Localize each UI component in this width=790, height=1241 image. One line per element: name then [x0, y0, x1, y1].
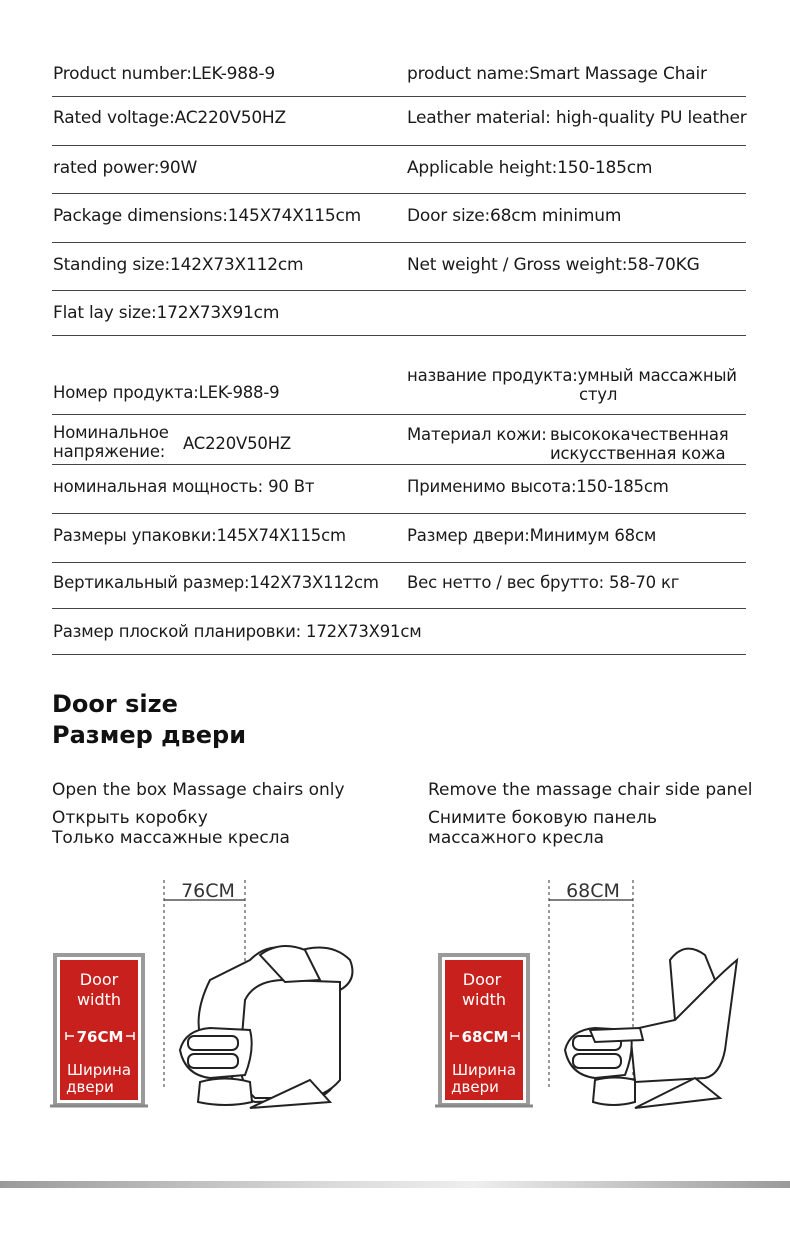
right-note-en: Remove the massage chair side panel: [428, 780, 753, 800]
spec-row: [52, 415, 746, 465]
product-name-ru-line1: название продукта:умный массажный: [407, 366, 737, 385]
net-gross-weight-ru: Вес нетто / вес брутто: 58-70 кг: [407, 573, 680, 592]
spec-row: [52, 465, 746, 514]
right-dimension-label: 68CM: [566, 880, 620, 902]
applicable-height-ru: Применимо высота:150-185cm: [407, 477, 669, 496]
left-badge-ru-1: Ширина: [66, 1061, 132, 1079]
massage-chair-closed-icon: [180, 946, 352, 1108]
applicable-height: Applicable height:150-185cm: [407, 158, 653, 178]
massage-chair-open-icon: [565, 949, 737, 1108]
door-size: Door size:68cm minimum: [407, 206, 622, 226]
package-dimensions: Package dimensions:145X74X115cm: [53, 206, 362, 226]
spec-table-en: [52, 52, 746, 336]
right-note-ru-1: Снимите боковую панель: [428, 808, 658, 828]
right-chair-figure: [425, 870, 755, 1120]
right-badge-dimension: 68CM: [461, 1028, 509, 1046]
product-number-ru: Номер продукта:LEK-988-9: [53, 383, 280, 402]
left-note-en: Open the box Massage chairs only: [52, 780, 345, 800]
product-name-ru-line2: стул: [579, 385, 618, 404]
left-badge-dimension: 76CM: [76, 1028, 124, 1046]
bottom-divider-bar: [0, 1181, 790, 1188]
leather-value-ru-line2: искусственная кожа: [550, 444, 726, 463]
spec-row: [52, 514, 746, 563]
door-size-title-ru: Размер двери: [52, 721, 247, 749]
spec-row: [52, 97, 746, 146]
door-size-title-en: Door size: [52, 690, 178, 718]
spec-row: [52, 146, 746, 194]
left-chair-figure: [40, 870, 370, 1120]
door-size-ru: Размер двери:Минимум 68см: [407, 526, 657, 545]
product-number: Product number:LEK-988-9: [53, 64, 276, 84]
flat-lay-size-ru: Размер плоской планировки: 172X73X91см: [53, 622, 422, 641]
left-badge-ru-2: двери: [66, 1078, 114, 1096]
rated-power: rated power:90W: [53, 158, 198, 178]
right-badge-door: Door: [462, 970, 502, 989]
spec-row: [52, 563, 746, 609]
right-badge-ru-1: Ширина: [451, 1061, 517, 1079]
leather-label-ru: Материал кожи:: [407, 425, 547, 444]
product-name: product name:Smart Massage Chair: [407, 64, 707, 84]
spec-row: [52, 609, 746, 655]
rated-power-ru: номинальная мощность: 90 Вт: [53, 477, 315, 496]
left-badge-width: width: [76, 990, 122, 1009]
spec-row: [52, 243, 746, 291]
standing-size: Standing size:142X73X112cm: [53, 255, 304, 275]
net-gross-weight: Net weight / Gross weight:58-70KG: [407, 255, 700, 275]
spec-table-ru: [52, 365, 746, 655]
voltage-value-ru: AC220V50HZ: [183, 434, 292, 453]
package-dimensions-ru: Размеры упаковки:145X74X115cm: [53, 526, 346, 545]
left-dimension-label: 76CM: [181, 880, 235, 902]
standing-size-ru: Вертикальный размер:142X73X112cm: [53, 573, 379, 592]
leather-value-ru-line1: высококачественная: [550, 425, 729, 444]
voltage-label-ru-line1: Номинальное: [53, 423, 169, 442]
spec-row: [52, 291, 746, 336]
rated-voltage: Rated voltage:AC220V50HZ: [53, 108, 286, 128]
voltage-label-ru-line2: напряжение:: [53, 442, 166, 461]
right-badge-ru-2: двери: [451, 1078, 499, 1096]
right-badge-width: width: [461, 990, 507, 1009]
spec-row: [52, 365, 746, 415]
flat-lay-size: Flat lay size:172X73X91cm: [53, 303, 280, 323]
leather-material: Leather material: high-quality PU leather: [407, 108, 747, 128]
left-note-ru-1: Открыть коробку: [52, 808, 208, 828]
spec-row: [52, 194, 746, 243]
left-note-ru-2: Только массажные кресла: [52, 828, 290, 848]
left-badge-door: Door: [79, 970, 119, 989]
spec-row: [52, 52, 746, 97]
right-note-ru-2: массажного кресла: [428, 828, 605, 848]
